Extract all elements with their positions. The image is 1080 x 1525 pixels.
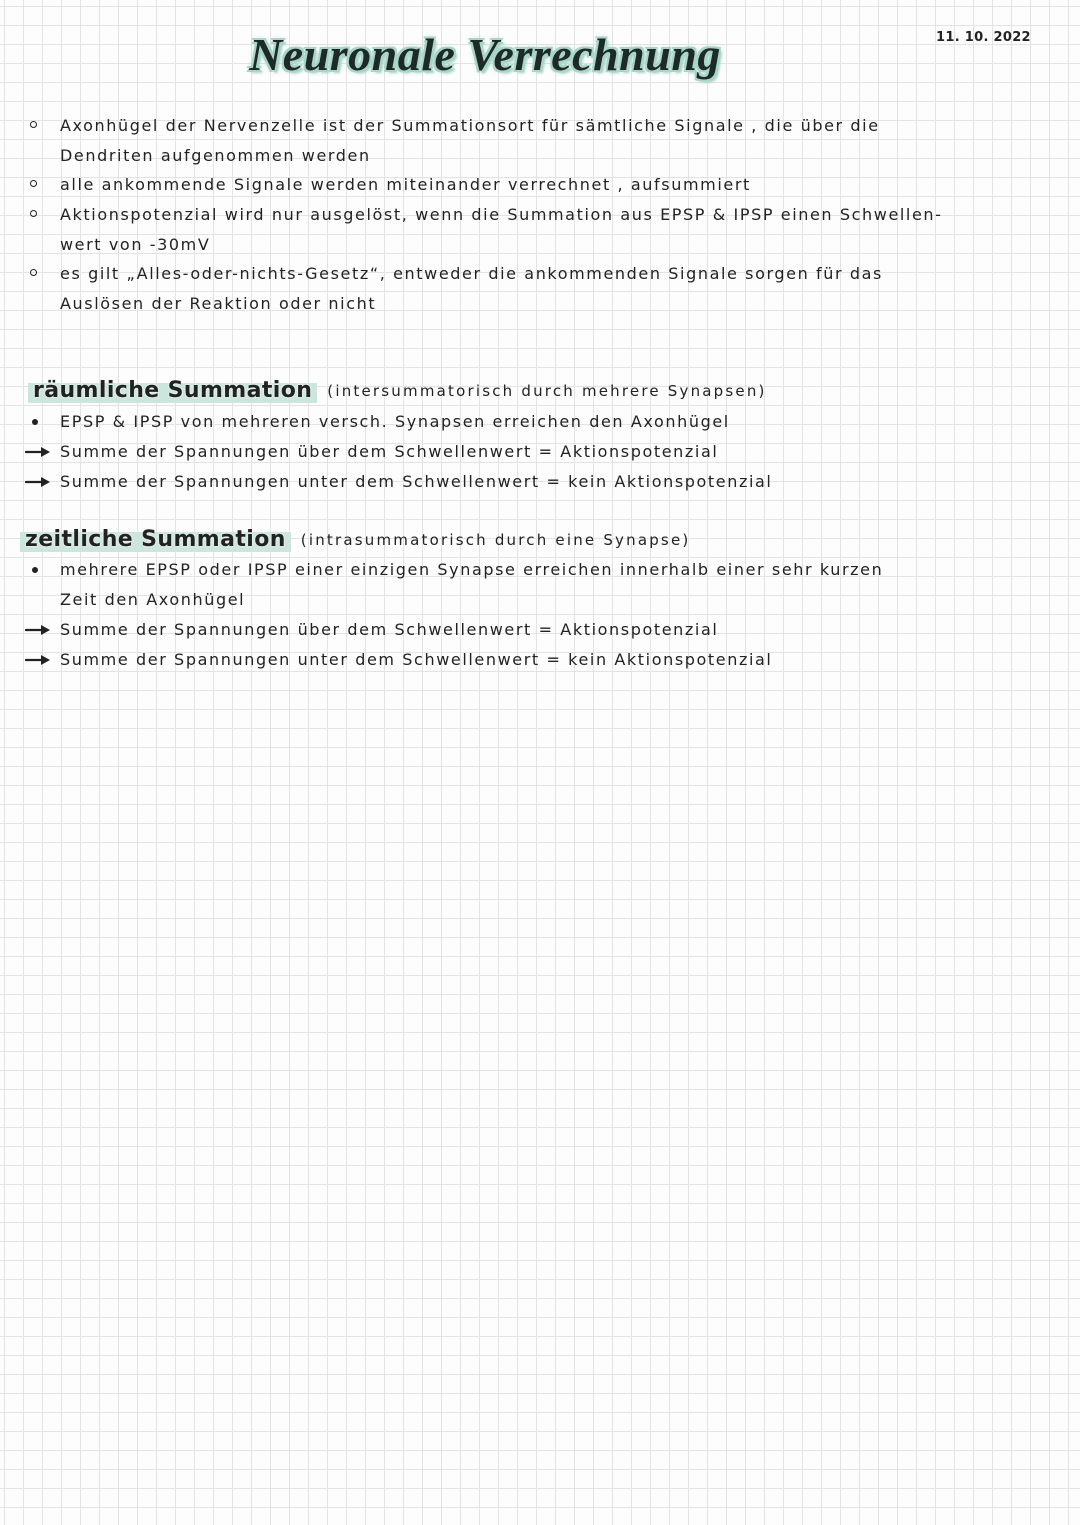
list-item-text: Aktionspotenzial wird nur ausgelöst, wenn die Summation aus EPSP & IPSP einen Schwellen- <box>60 205 943 225</box>
section-subtitle: (intersummatorisch durch mehrere Synapsen) <box>327 381 767 400</box>
page-title: Neuronale Verrechnung <box>249 29 721 80</box>
section-header <box>0 525 1080 555</box>
list-item-text: Auslösen der Reaktion oder nicht <box>60 294 377 314</box>
list-item <box>0 111 1080 141</box>
consequence-item <box>0 645 1080 675</box>
arrow-right-icon <box>25 654 51 666</box>
consequence-text: Summe der Spannungen unter dem Schwellenwert = kein Aktionspotenzial <box>60 472 773 491</box>
section-zeitliche-summation <box>0 525 1080 675</box>
list-item-text: EPSP & IPSP von mehreren versch. Synapsen erreichen den Axonhügel <box>60 412 730 431</box>
list-item-continuation <box>0 289 1080 319</box>
list-item-text: es gilt „Alles-oder-nichts-Gesetz“, entweder die ankommenden Signale sorgen für das <box>60 264 883 284</box>
intro-list <box>0 111 1080 319</box>
section-subtitle: (intrasummatorisch durch eine Synapse) <box>300 531 691 549</box>
bullet-ring-icon <box>30 180 37 187</box>
section-header <box>0 374 1080 407</box>
arrow-right-icon <box>25 624 51 636</box>
section-heading: zeitliche Summation <box>20 525 291 555</box>
list-item <box>0 407 1080 437</box>
list-item-text: mehrere EPSP oder IPSP einer einzigen Synapse erreichen innerhalb einer sehr kurzen <box>60 560 884 579</box>
consequence-text: Summe der Spannungen über dem Schwellenwert = Aktionspotenzial <box>60 620 719 639</box>
section-heading: räumliche Summation <box>28 376 317 406</box>
bullet-ring-icon <box>30 210 37 217</box>
consequence-item <box>0 437 1080 467</box>
list-item-text: alle ankommende Signale werden miteinander verrechnet , aufsummiert <box>60 175 751 195</box>
consequence-text: Summe der Spannungen über dem Schwellenwert = Aktionspotenzial <box>60 442 719 461</box>
bullet-dot-icon <box>32 567 38 573</box>
consequence-item <box>0 615 1080 645</box>
list-item-text: Axonhügel der Nervenzelle ist der Summationsort für sämtliche Signale , die über die <box>60 116 880 135</box>
list-item <box>0 555 1080 585</box>
section-raeumliche-summation <box>0 374 1080 497</box>
list-item-text: Zeit den Axonhügel <box>60 590 246 609</box>
list-item-continuation <box>0 141 1080 171</box>
list-item-text: wert von -30mV <box>60 234 211 254</box>
list-item <box>0 200 1080 230</box>
bullet-ring-icon <box>30 121 37 128</box>
consequence-text: Summe der Spannungen unter dem Schwellenwert = kein Aktionspotenzial <box>60 650 773 669</box>
list-item-continuation <box>0 230 1080 260</box>
bullet-ring-icon <box>30 269 37 276</box>
list-item-continuation <box>0 585 1080 615</box>
date: 11. 10. 2022 <box>936 30 1031 45</box>
bullet-dot-icon <box>32 419 38 425</box>
arrow-right-icon <box>25 446 51 458</box>
list-item <box>0 259 1080 289</box>
list-item-text: Dendriten aufgenommen werden <box>60 145 371 165</box>
consequence-item <box>0 467 1080 497</box>
list-item <box>0 170 1080 200</box>
arrow-right-icon <box>25 476 51 488</box>
